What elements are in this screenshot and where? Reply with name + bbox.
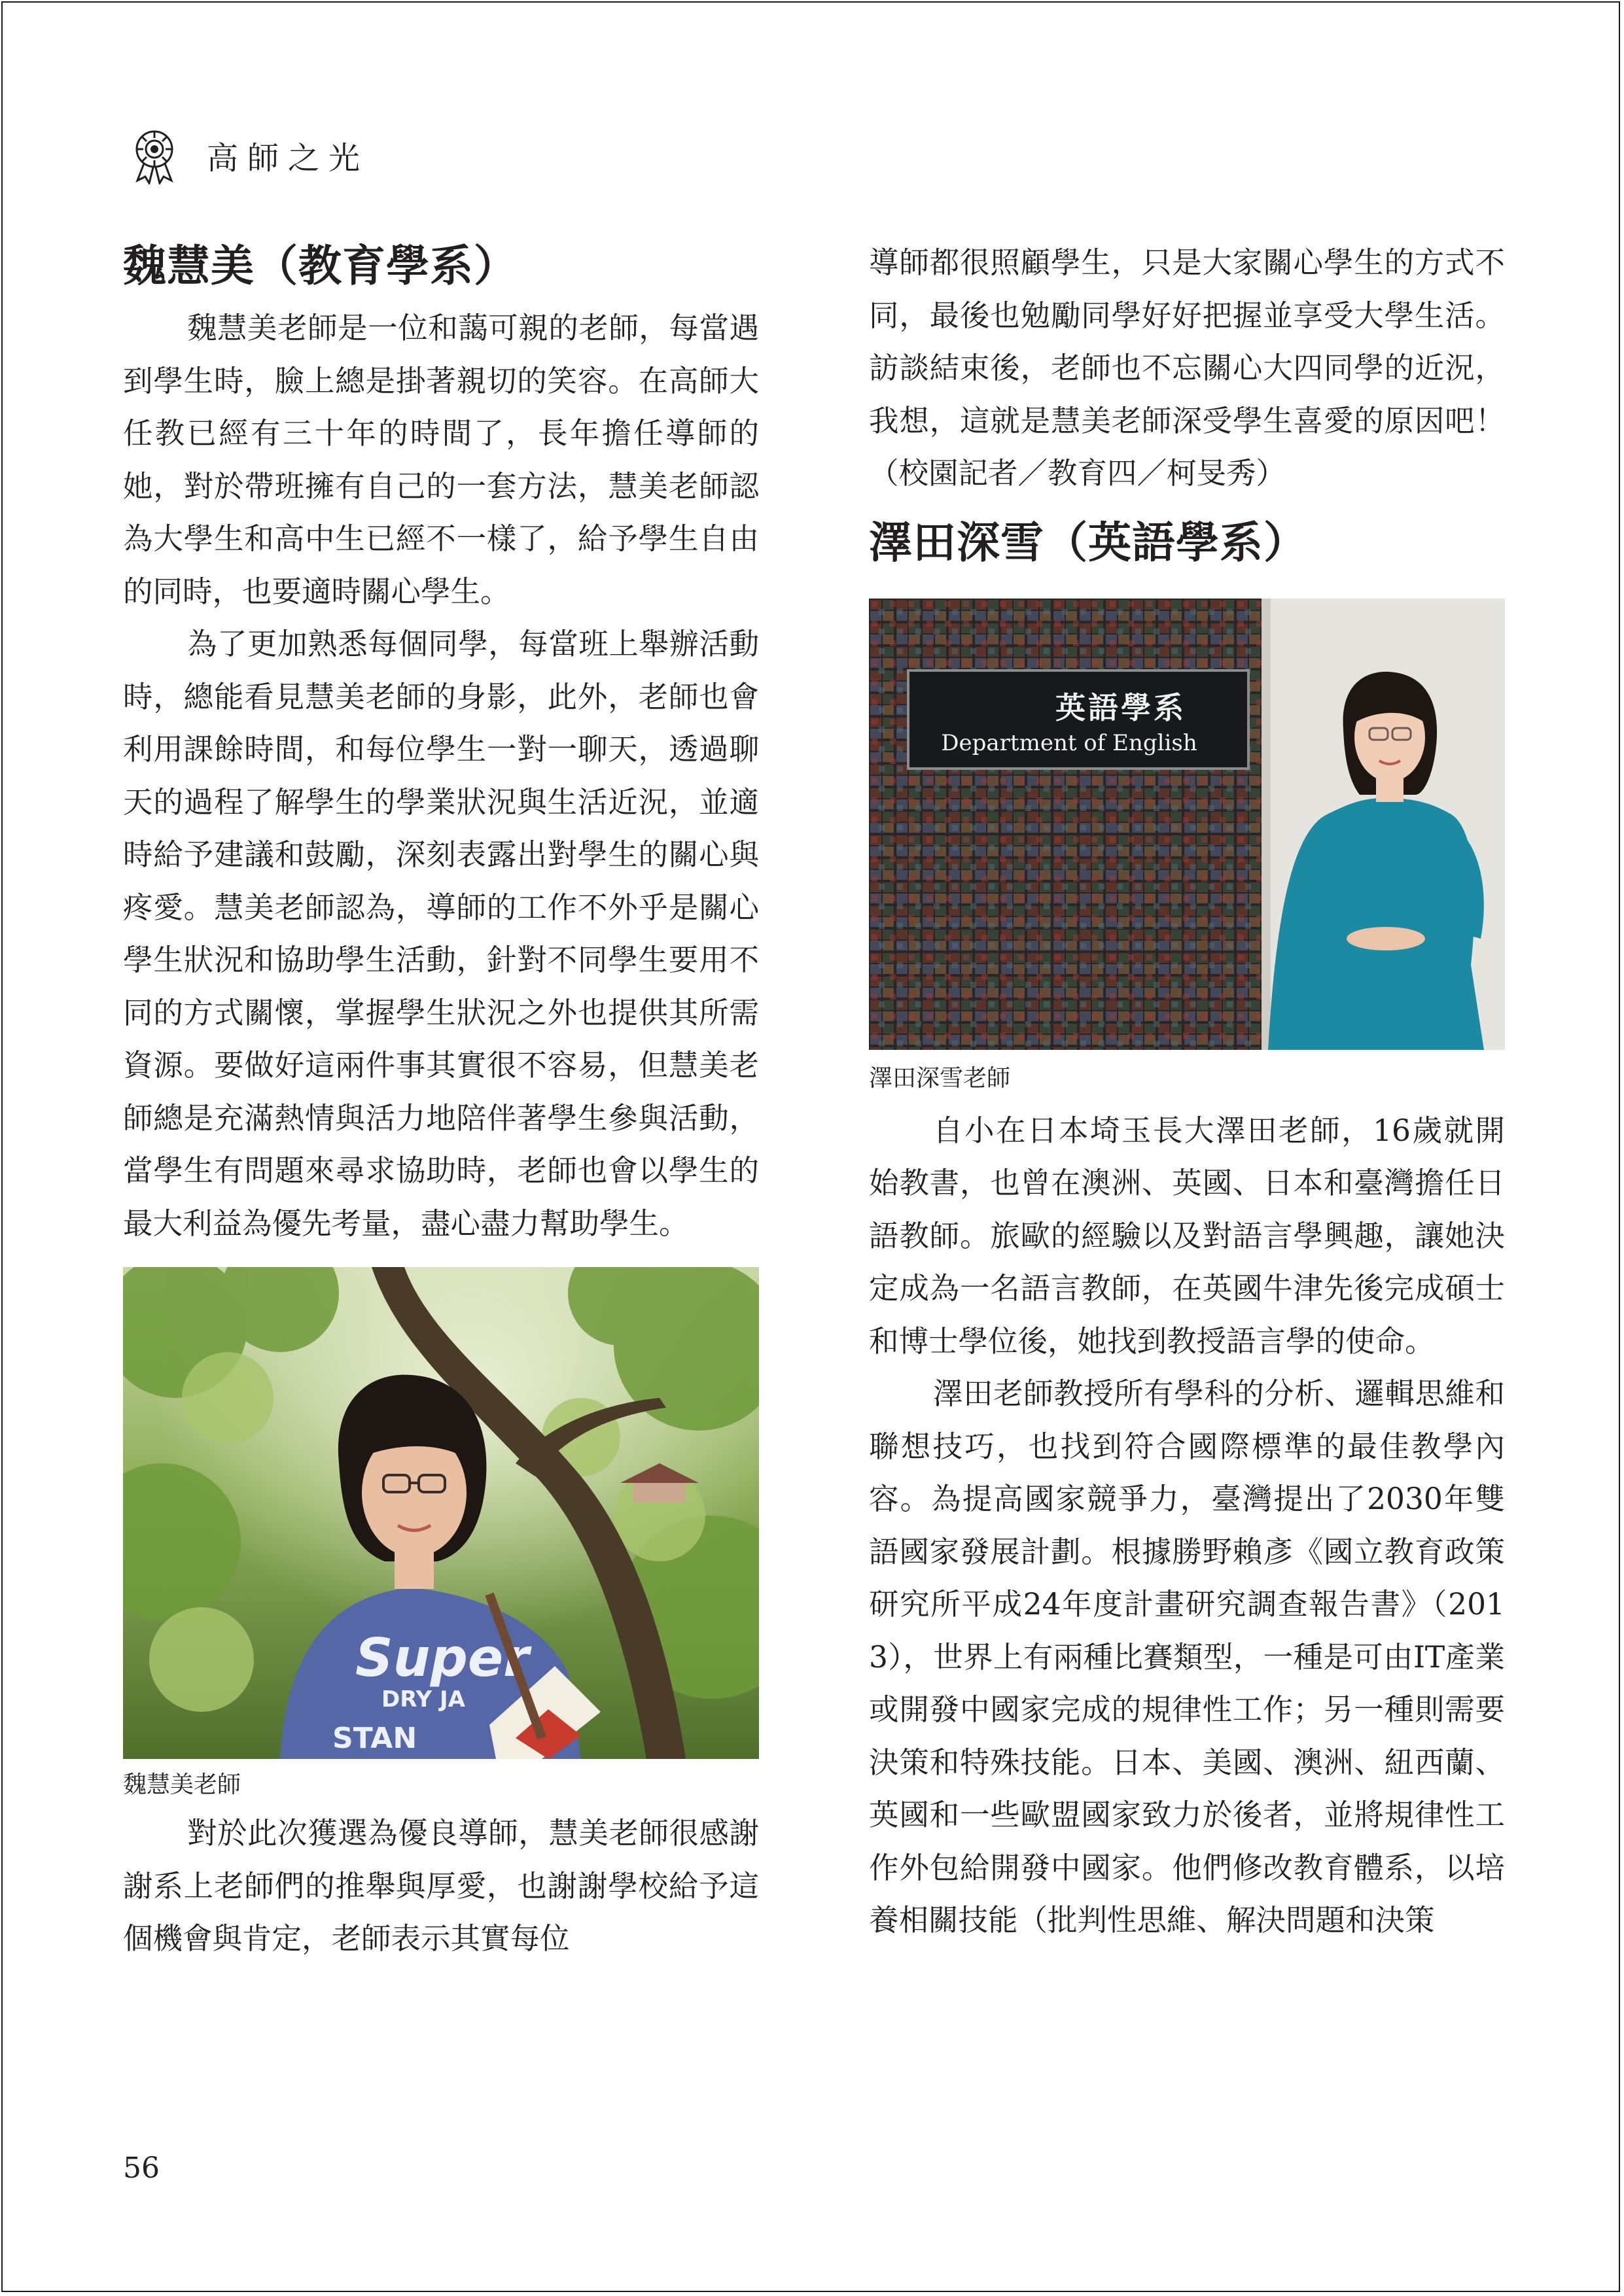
paragraph: 為了更加熟悉每個同學，每當班上舉辦活動時，總能看見慧美老師的身影，此外，老師也會利用課餘時間，和每位學生一對一聊天，透過聊天的過程了解學生的學業狀況與生活近況，並適時給予建議和鼓勵，深刻表露出對學生的關心與疼愛。慧美老師認為，導師的工作不外乎是關心學生狀況和協助學生活動，針對不同學生要用不同的方式關懷，掌握學生狀況之外也提供其所需資源。要做好這兩件事其實很不容易，但慧美老師總是充滿熱情與活力地陪伴著學生參與活動，當學生有問題來尋求協助時，老師也會以學生的最大利益為優先考量，盡心盡力幫助學生。	[123, 627, 759, 1241]
portrait-photo-department-sign	[869, 599, 1505, 1050]
photo-wei-huimei	[123, 1267, 759, 1759]
running-header-title: 高師之光	[207, 139, 370, 177]
right-column	[869, 237, 1505, 1947]
department-sign	[908, 670, 1248, 769]
shirt-print-super: Super	[355, 1627, 529, 1688]
paragraph: 導師都很照顧學生，只是大家關心學生的方式不同，最後也勉勵同學好好把握並享受大學生活。訪談結束後，老師也不忘關心大四同學的近況，我想，這就是慧美老師深受學生喜愛的原因吧！（校園記者／教育四／柯旻秀）	[869, 245, 1505, 491]
left-column	[123, 233, 759, 1966]
photo-sawada-miyuki	[869, 599, 1505, 1050]
shirt-print-stan: STAN	[332, 1722, 417, 1755]
paragraph: 魏慧美老師是一位和藹可親的老師，每當遇到學生時，臉上總是掛著親切的笑容。在高師大任教已經有三十年的時間了，長年擔任導師的她，對於帶班擁有自己的一套方法，慧美老師認為大學生和高中生已經不一樣了，給予學生自由的同時，也要適時關心學生。	[123, 311, 759, 609]
paragraph: 對於此次獲選為優良導師，慧美老師很感謝謝系上老師們的推舉與厚愛，也謝謝學校給予這個機會與肯定，老師表示其實每位	[123, 1816, 759, 1956]
paragraph: 自小在日本埼玉長大澤田老師，16歲就開始教書，也曾在澳洲、英國、日本和臺灣擔任日語教師。旅歐的經驗以及對語言學興趣，讓她決定成為一名語言教師，在英國牛津先後完成碩士和博士學位後，她找到教授語言學的使命。	[869, 1113, 1505, 1359]
section-heading-sawada: 澤田深雪（英語學系）	[869, 516, 1307, 568]
section-heading-wei: 魏慧美（教育學系）	[123, 240, 518, 291]
photo-caption-wei: 魏慧美老師	[123, 1771, 241, 1798]
photo-caption-sawada: 澤田深雪老師	[869, 1064, 1011, 1092]
paragraph: 澤田老師教授所有學科的分析、邏輯思維和聯想技巧，也找到符合國際標準的最佳教學內容。為提高國家競爭力，臺灣提出了2030年雙語國家發展計劃。根據勝野賴彥《國立教育政策研究所平成24年度計畫研究調查報告書》（2013），世界上有兩種比賽類型，一種是可由IT產業或開發中國家完成的規律性工作；另一種則需要決策和特殊技能。日本、美國、澳洲、紐西蘭、英國和一些歐盟國家致力於後者，並將規律性工作外包給開發中國家。他們修改教育體系，以培養相關技能（批判性思維、解決問題和決策	[869, 1376, 1505, 1938]
running-header	[128, 126, 369, 184]
portrait-photo-garden	[123, 1267, 759, 1759]
page-number: 56	[123, 2151, 160, 2185]
shirt-print-dry: DRY JA	[381, 1686, 465, 1713]
sign-chinese-label: 英語學系	[1055, 689, 1186, 725]
medal-badge-icon	[128, 126, 181, 184]
sign-english-label: Department of English	[941, 729, 1197, 756]
